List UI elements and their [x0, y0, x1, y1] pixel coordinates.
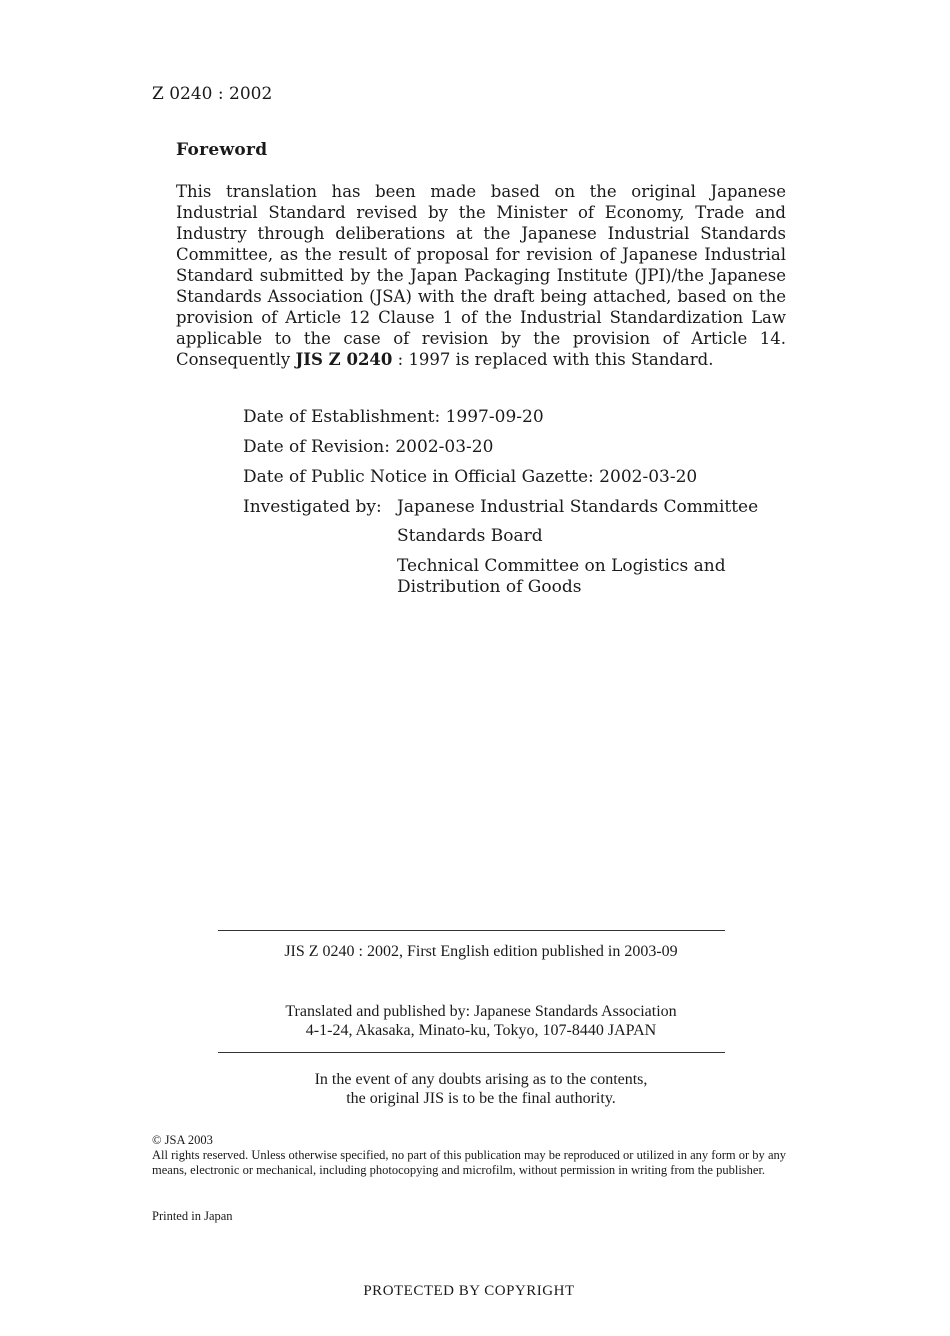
investigated-by-board: Standards Board: [397, 526, 543, 546]
foreword-text-part2: : 1997 is replaced with this Standard.: [392, 350, 714, 369]
standard-number: Z 0240 : 2002: [152, 84, 273, 104]
investigated-by-technical-committee: Technical Committee on Logistics and: [397, 556, 726, 576]
rights-reserved-text: All rights reserved. Unless otherwise specified, no part of this publication may be reproduced or utilized in any form or by any means, electronic or mechanical, including photocopying and microfilm, without permission in writing from the publisher.: [152, 1148, 786, 1177]
authority-line-2: the original JIS is to be the final authority.: [346, 1090, 616, 1107]
printed-in: Printed in Japan: [152, 1209, 233, 1223]
divider-bottom: [218, 1052, 725, 1053]
publisher-address: 4-1-24, Akasaka, Minato-ku, Tokyo, 107-8440 JAPAN: [305, 1022, 657, 1039]
foreword-text-part1: This translation has been made based on the original Japanese Industrial Standard revised by the Minister of Economy, Trade and Industry through deliberations at the Japanese Industrial Standards Committee, as the result of proposal for revision of Japanese Industrial Standard submitted by the Japan Packaging Institute (JPI)/the Japanese Standards Association (JSA) with the draft being attached, based on the provision of Article 12 Clause 1 of the Industrial Standardization Law applicable to the case of revision by the provision of Article 14. Consequently: [176, 182, 786, 369]
date-of-establishment: Date of Establishment: 1997-09-20: [243, 407, 544, 427]
protected-by-copyright: PROTECTED BY COPYRIGHT: [363, 1283, 575, 1299]
divider-top: [218, 930, 725, 931]
copyright-notice: [152, 1133, 786, 1178]
foreword-heading: Foreword: [176, 140, 268, 160]
date-of-revision: Date of Revision: 2002-03-20: [243, 437, 494, 457]
date-of-public-notice: Date of Public Notice in Official Gazette: 2002-03-20: [243, 467, 698, 487]
investigated-by-technical-committee-cont: Distribution of Goods: [397, 577, 582, 597]
investigated-by-committee: Japanese Industrial Standards Committee: [397, 497, 759, 517]
foreword-paragraph: [176, 181, 786, 370]
foreword-standard-ref: JIS Z 0240: [295, 350, 393, 369]
investigated-by-label: Investigated by:: [243, 497, 382, 517]
publisher-line: Translated and published by: Japanese Standards Association: [285, 1003, 677, 1020]
copyright-line: © JSA 2003: [152, 1133, 213, 1147]
edition-line: JIS Z 0240 : 2002, First English edition published in 2003-09: [284, 943, 678, 960]
authority-line-1: In the event of any doubts arising as to the contents,: [314, 1071, 648, 1088]
